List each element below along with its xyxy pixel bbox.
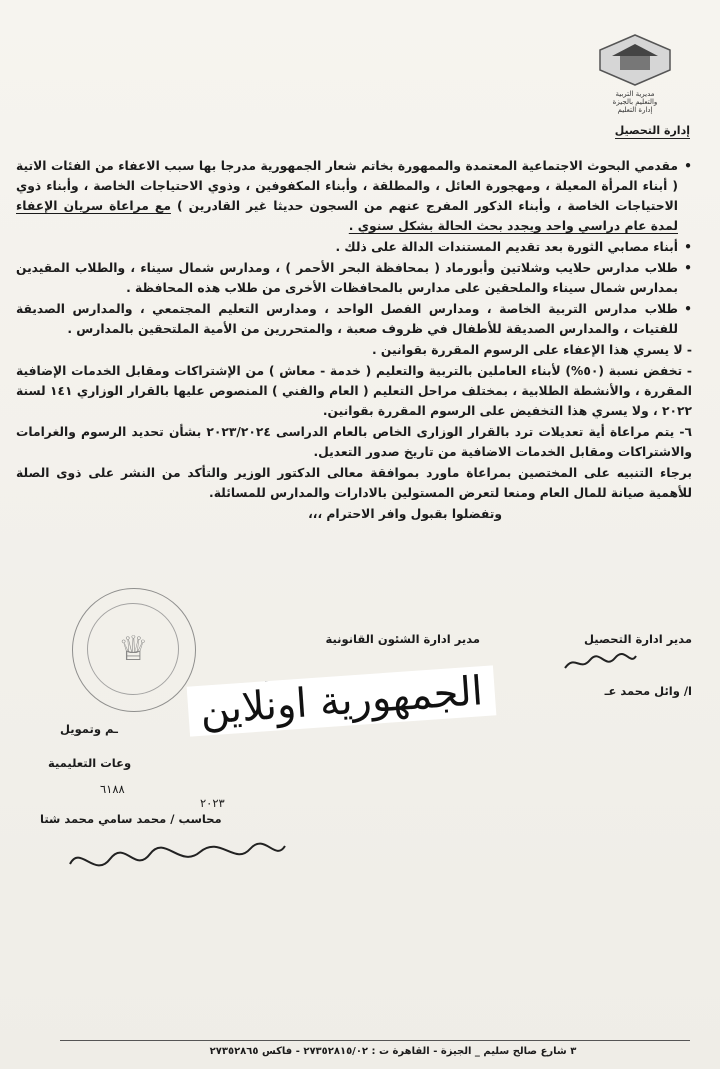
- letter-body: [16, 156, 692, 525]
- collection-manager-name: ا/ وائل محمد عـ: [604, 684, 692, 698]
- eagle-emblem-icon: ♕: [118, 629, 149, 669]
- list-item: [16, 156, 692, 236]
- finance-subtitle: وعات التعليمية: [48, 756, 132, 770]
- list-item: • طلاب مدارس التربية الخاصة ، ومدارس الفصل الواحد ، ومدارس التعليم المجتمعي ، والمدارس الصديقة للفتيات ، والمدارس الصديقة للأطفال في ظروف صعبة ، والمتحررين من الأمية الملتحقين بالمدارس .: [16, 299, 692, 339]
- paragraph: ٦- يتم مراعاة أية تعديلات ترد بالقرار الوزارى الخاص بالعام الدراسى ٢٠٢٣/٢٠٢٤ بشأن تحديد الرسوم والغرامات والاشتراكات ومقابل الخدمات الاضافية من تاريخ صدور التعديل.: [16, 425, 692, 459]
- logo-line-1: مديرية التربية: [615, 90, 655, 98]
- footer-divider: [60, 1040, 690, 1041]
- paragraph: - لا يسري هذا الإعفاء على الرسوم المقررة بقوانين .: [371, 343, 692, 357]
- fund-manager-signature: [60, 834, 290, 884]
- paragraph-text: مقدمي البحوث الاجتماعية المعتمدة والممهورة بخاتم شعار الجمهورية مدرجا بها سبب الاعفاء من الفئات الاتية ( أبناء المرأة المعيلة ، ومهجورة العائل ، والمطلقة ، وأبناء المكفوفين ، وذوي الاحتياجات الخاصة ، وأبناء ذوي الاحتياجات الخاصة ، وأبناء الذكور المفرج عنهم من السجون حديثا غير القادرين ): [16, 159, 678, 213]
- list-item: • أبناء مصابي الثورة بعد تقديم المستندات الدالة على ذلك .: [16, 237, 692, 257]
- department-title: إدارة التحصيل: [614, 124, 690, 137]
- watermark-label: الجمهورية اونلاين: [187, 665, 497, 736]
- logo-line-2: والتعليم بالجيزة: [612, 98, 658, 106]
- closing-line: وتفضلوا بقبول وافر الاحترام ،،،: [308, 507, 502, 521]
- paragraph: - تخفض نسبة (٥٠%) لأبناء العاملين بالتربية والتعليم ( خدمة - معاش ) من الإشتراكات ومقابل الخدمات الإضافية المقررة ، والأنشطة الطلابية ، بمختلف مراحل التعليم ( العام والفني ) المنصوص عليها بالقرار الوزاري ١٤١ لسنة ٢٠٢٢ ، ولا يسري هذا التخفيض على الرسوم المقررة بقوانين.: [16, 364, 692, 418]
- footer-address: ٣ شارع صالح سليم _ الجيزة - القاهرة ت : ٢٧٣٥٢٨١٥/٠٢ - فاكس ٢٧٣٥٢٨٦٥: [209, 1046, 577, 1057]
- legal-manager-title: مدير ادارة الشئون القانونية: [325, 632, 480, 646]
- logo-emblem-icon: [590, 30, 680, 90]
- logo-line-3: إدارة التعليم: [617, 106, 653, 114]
- accountant-name: محاسب / محمد سامي محمد شتا: [40, 812, 222, 826]
- paragraph: برجاء التنبيه على المختصين بمراعاة ماورد بموافقة معالى الدكتور الوزير والتأكد من النشر على ذوى الصلة للأهمية صيانة للمال العام ومنعا لتعرض المستولين بالادارات والمدارس للمسائلة.: [16, 466, 692, 500]
- finance-title: ـم وتمويل: [60, 722, 118, 736]
- handwritten-year: ٢٠٢٣: [200, 796, 225, 810]
- list-item: • طلاب مدارس حلايب وشلاتين وأبورماد ( بمحافظة البحر الأحمر ) ، ومدارس شمال سيناء ، والطلاب المقيدين بمدارس شمال سيناء والملحقين على مدارس بالمحافظات الأخرى من طلاب هذه المحافظة .: [16, 258, 692, 298]
- collection-manager-title: مدير ادارة التحصيل: [584, 632, 692, 646]
- paragraph-text: مع مراعاة سريان الإعفاء لمدة عام دراسي واحد ويجدد بحث الحالة بشكل سنوي .: [16, 199, 678, 233]
- official-seal: [72, 588, 196, 712]
- handwritten-number: ٦١٨٨: [100, 782, 125, 796]
- collection-signature: [560, 650, 640, 676]
